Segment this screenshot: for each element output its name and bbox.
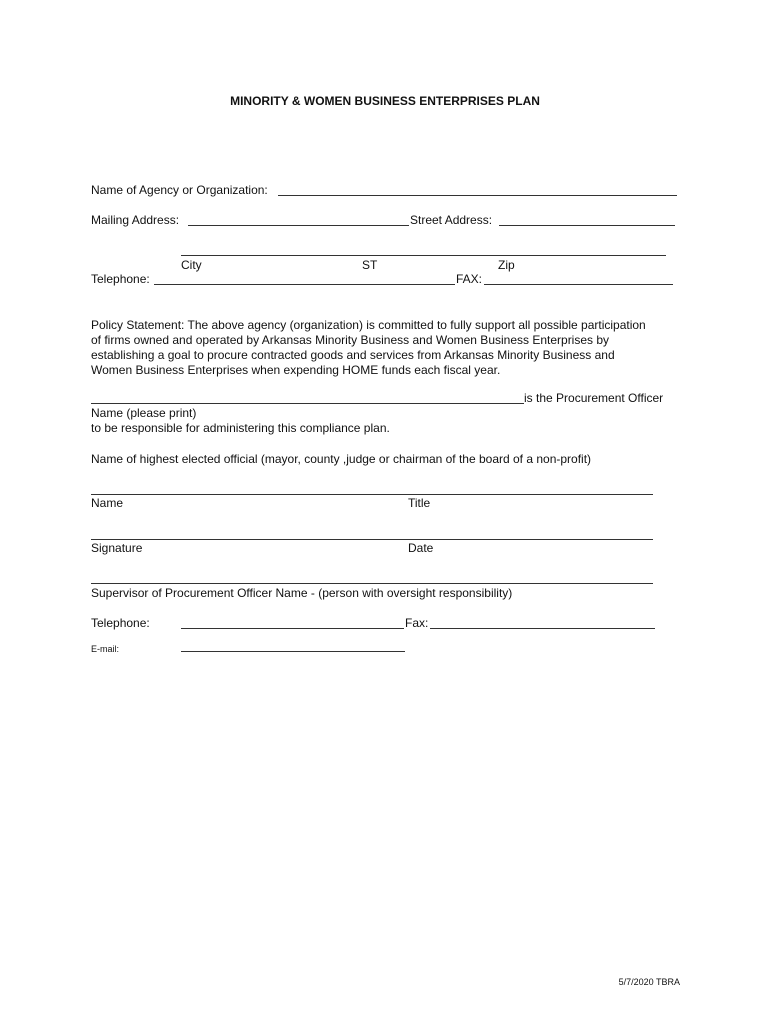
footer-date-code: 5/7/2020 TBRA: [618, 977, 680, 987]
zip-label: Zip: [498, 258, 515, 272]
city-state-zip-input-line[interactable]: [181, 255, 666, 256]
city-label: City: [181, 258, 202, 272]
policy-line: establishing a goal to procure contracted goods and services from Arkansas Minority Business and: [91, 348, 615, 362]
official-signature-label: Signature: [91, 541, 143, 555]
agency-label: Name of Agency or Organization:: [91, 183, 268, 197]
official-title-label: Title: [408, 496, 431, 510]
official-signature-date-line[interactable]: [91, 539, 653, 540]
fax-input-line[interactable]: [484, 284, 673, 285]
policy-line: Women Business Enterprises when expending HOME funds each fiscal year.: [91, 363, 501, 377]
policy-line: of firms owned and operated by Arkansas Minority Business and Women Business Enterprises by: [91, 333, 610, 347]
official-name-title-line[interactable]: [91, 494, 653, 495]
agency-input-line[interactable]: [278, 195, 677, 196]
street-address-label: Street Address:: [410, 213, 493, 227]
supervisor-fax-label: Fax:: [405, 616, 429, 630]
state-label: ST: [362, 258, 378, 272]
procurement-officer-name-line[interactable]: [91, 403, 524, 404]
page-title: MINORITY & WOMEN BUSINESS ENTERPRISES PLAN: [230, 94, 540, 108]
policy-line: Policy Statement: The above agency (organization) is committed to fully support all possible participation: [91, 318, 646, 332]
street-address-input-line[interactable]: [499, 225, 675, 226]
procurement-officer-suffix: is the Procurement Officer: [524, 391, 664, 405]
mailing-address-input-line[interactable]: [188, 225, 409, 226]
policy-statement: [91, 318, 691, 378]
supervisor-email-input-line[interactable]: [181, 651, 405, 652]
official-date-label: Date: [408, 541, 434, 555]
telephone-label: Telephone:: [91, 272, 150, 286]
official-heading: Name of highest elected official (mayor, county ,judge or chairman of the board of a non-profit): [91, 452, 592, 466]
supervisor-telephone-input-line[interactable]: [181, 628, 404, 629]
supervisor-label: Supervisor of Procurement Officer Name - (person with oversight responsibility): [91, 586, 513, 600]
supervisor-name-line[interactable]: [91, 583, 653, 584]
telephone-input-line[interactable]: [154, 284, 455, 285]
mailing-address-label: Mailing Address:: [91, 213, 180, 227]
supervisor-fax-input-line[interactable]: [430, 628, 655, 629]
fax-label: FAX:: [456, 272, 483, 286]
supervisor-telephone-label: Telephone:: [91, 616, 150, 630]
official-name-label: Name: [91, 496, 124, 510]
supervisor-email-label: E-mail:: [91, 644, 120, 654]
procurement-responsibility-text: to be responsible for administering this compliance plan.: [91, 421, 390, 435]
procurement-name-label: Name (please print): [91, 406, 197, 420]
